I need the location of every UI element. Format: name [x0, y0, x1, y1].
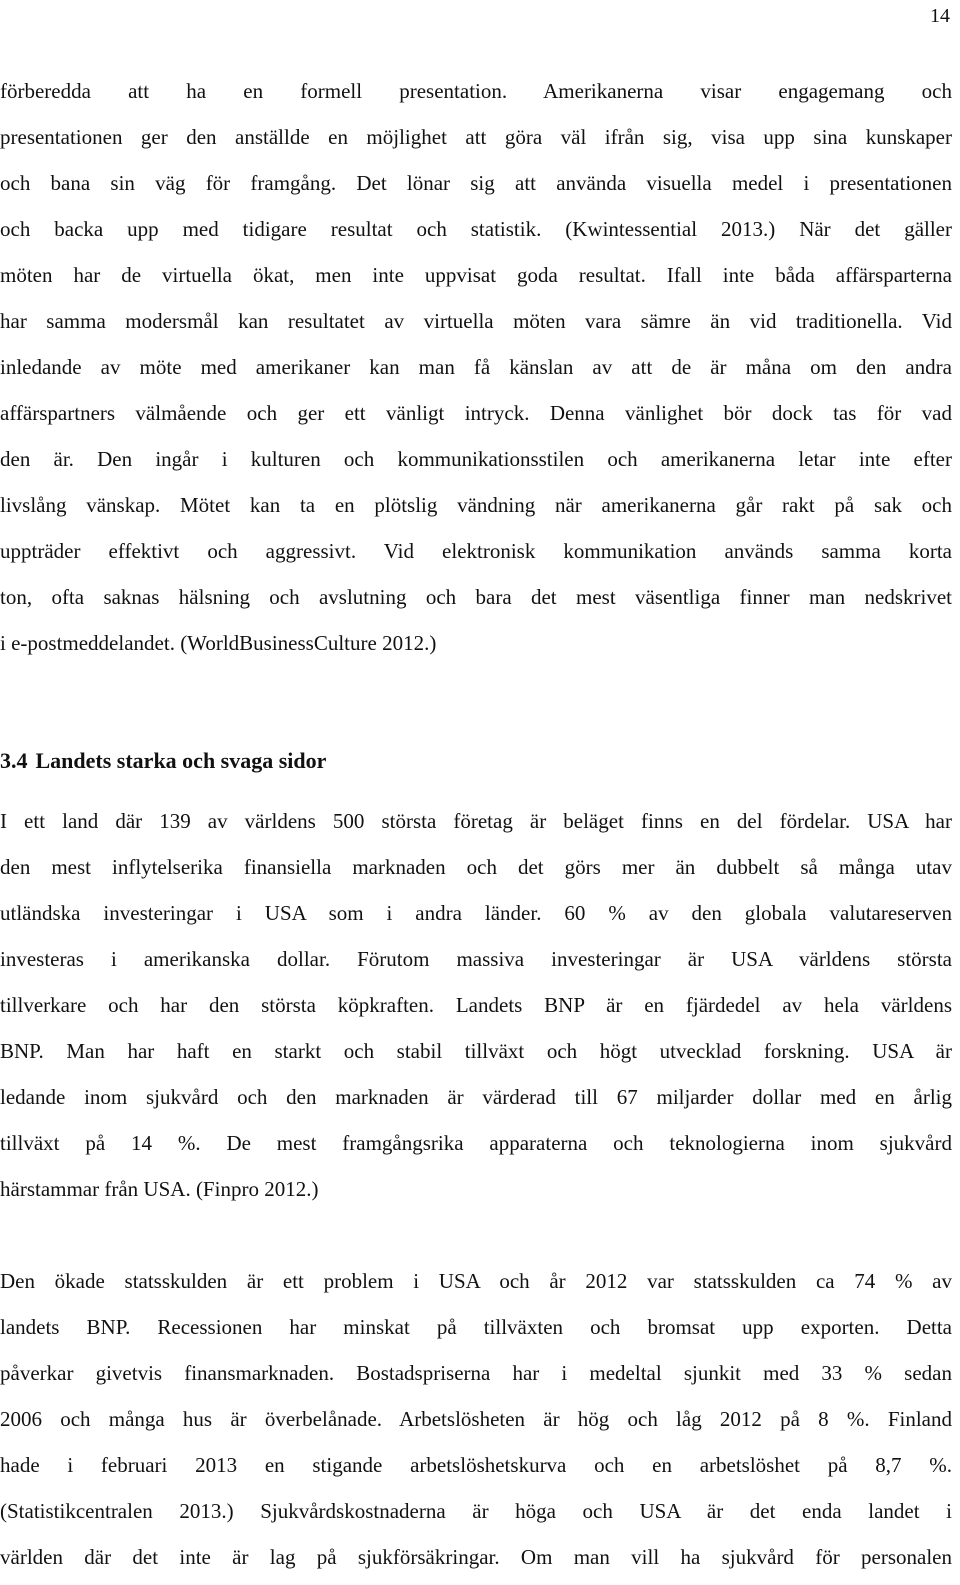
page-number: 14	[930, 5, 950, 27]
text-line: I ett land där 139 av världens 500 största företag är beläget finns en del fördelar. USA har	[0, 809, 952, 833]
text-line: ton, ofta saknas hälsning och avslutning och bara det mest väsentliga finner man nedskrivet	[0, 585, 952, 609]
text-line: uppträder effektivt och aggressivt. Vid elektronisk kommunikation används samma korta	[0, 539, 952, 563]
text-line: utländska investeringar i USA som i andra länder. 60 % av den globala valutareserven	[0, 901, 952, 925]
text-line: den mest inflytelserika finansiella marknaden och det görs mer än dubbelt så många utav	[0, 855, 952, 879]
text-line: 2006 och många hus är överbelånade. Arbetslösheten är hög och låg 2012 på 8 %. Finland	[0, 1407, 952, 1431]
text-line: hade i februari 2013 en stigande arbetslöshetskurva och en arbetslöshet på 8,7 %.	[0, 1453, 952, 1477]
text-line: har samma modersmål kan resultatet av virtuella möten vara sämre än vid traditionella. Vid	[0, 309, 952, 333]
text-line: presentationen ger den anställde en möjlighet att göra väl ifrån sig, visa upp sina kunskaper	[0, 125, 952, 149]
section-heading	[0, 738, 952, 784]
text-line: investeras i amerikanska dollar. Förutom massiva investeringar är USA världens största	[0, 947, 952, 971]
text-line: inledande av möte med amerikaner kan man få känslan av att de är måna om den andra	[0, 355, 952, 379]
text-line: tillverkare och har den största köpkraften. Landets BNP är en fjärdedel av hela världens	[0, 993, 952, 1017]
text-line: och bana sin väg för framgång. Det lönar sig att använda visuella medel i presentationen	[0, 171, 952, 195]
text-line: förberedda att ha en formell presentation. Amerikanerna visar engagemang och	[0, 79, 952, 103]
section-title: Landets starka och svaga sidor	[35, 748, 327, 773]
paragraph-strengths	[0, 798, 952, 1212]
text-line: tillväxt på 14 %. De mest framgångsrika apparaterna och teknologierna inom sjukvård	[0, 1131, 952, 1155]
text-line: landets BNP. Recessionen har minskat på tillväxten och bromsat upp exporten. Detta	[0, 1315, 952, 1339]
paragraph-intro	[0, 68, 952, 666]
text-line: ledande inom sjukvård och den marknaden är värderad till 67 miljarder dollar med en årlig	[0, 1085, 952, 1109]
paragraph-weaknesses	[0, 1258, 952, 1580]
text-line: påverkar givetvis finansmarknaden. Bostadspriserna har i medeltal sjunkit med 33 % sedan	[0, 1361, 952, 1385]
spacer	[0, 784, 952, 798]
text-line: och backa upp med tidigare resultat och statistik. (Kwintessential 2013.) När det gäller	[0, 217, 952, 241]
text-line: i e-postmeddelandet. (WorldBusinessCulture 2012.)	[0, 631, 437, 655]
document-body	[0, 68, 952, 1580]
text-line: livslång vänskap. Mötet kan ta en plötslig vändning när amerikanerna går rakt på sak och	[0, 493, 952, 517]
text-line: härstammar från USA. (Finpro 2012.)	[0, 1177, 319, 1201]
text-line: den är. Den ingår i kulturen och kommunikationsstilen och amerikanerna letar inte efter	[0, 447, 952, 471]
text-line: världen där det inte är lag på sjukförsäkringar. Om man vill ha sjukvård för personalen	[0, 1545, 952, 1569]
text-line: möten har de virtuella ökat, men inte uppvisat goda resultat. Ifall inte båda affärsparterna	[0, 263, 952, 287]
text-line: Den ökade statsskulden är ett problem i USA och år 2012 var statsskulden ca 74 % av	[0, 1269, 952, 1293]
spacer	[0, 1212, 952, 1258]
text-line: BNP. Man har haft en starkt och stabil tillväxt och högt utvecklad forskning. USA är	[0, 1039, 952, 1063]
text-line: (Statistikcentralen 2013.) Sjukvårdskostnaderna är höga och USA är det enda landet i	[0, 1499, 952, 1523]
section-number: 3.4	[0, 748, 28, 773]
text-line: affärspartners välmående och ger ett vänligt intryck. Denna vänlighet bör dock tas för vad	[0, 401, 952, 425]
